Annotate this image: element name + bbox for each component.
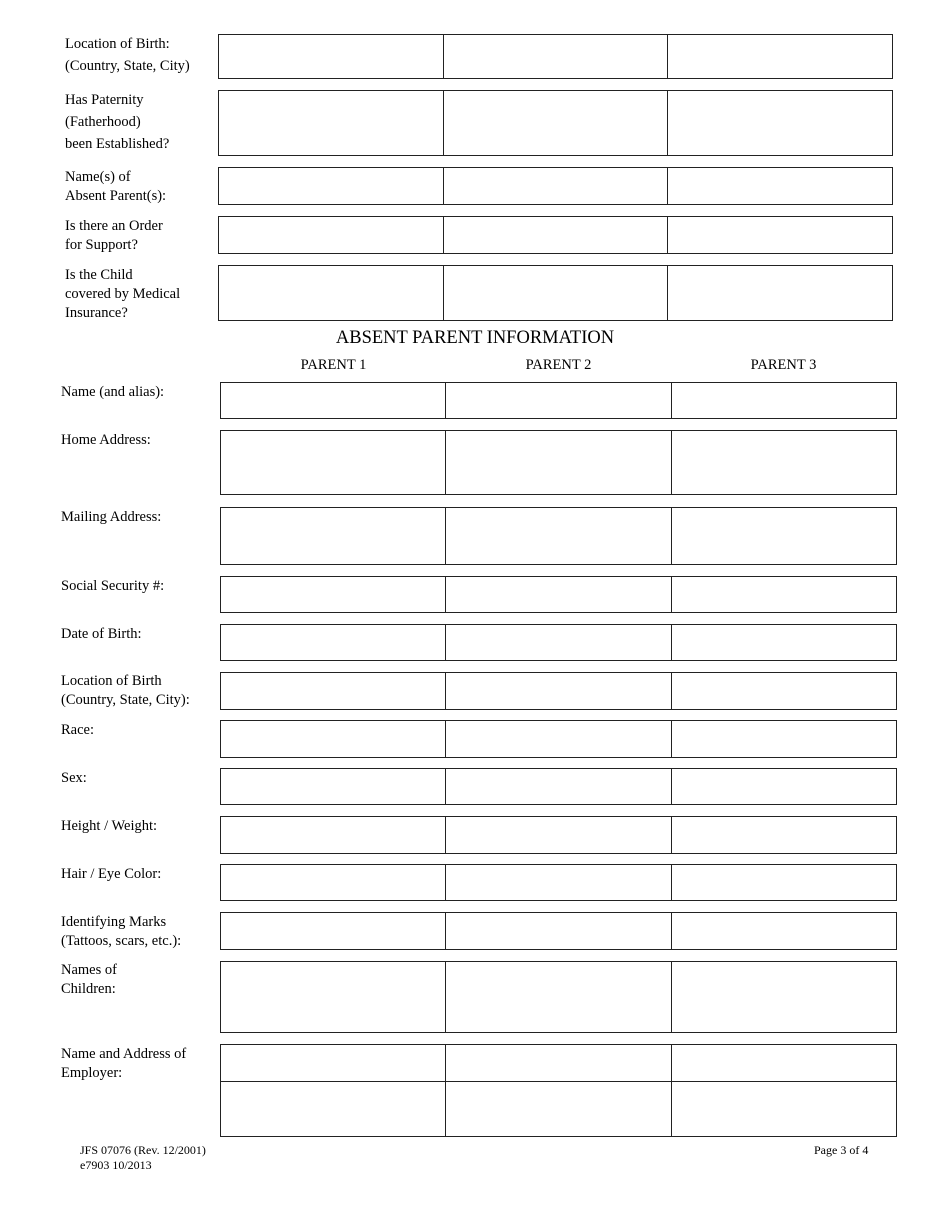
- input-parent-3-home-address[interactable]: [671, 430, 897, 495]
- input-child-2-order-support[interactable]: [443, 216, 669, 254]
- column-header-parent-3: PARENT 3: [750, 357, 817, 373]
- field-row-location-of-birth-parent: [220, 672, 897, 710]
- input-child-2-absent-parents[interactable]: [443, 167, 669, 205]
- field-row-name-alias: [220, 382, 897, 419]
- input-parent-1-location-of-birth[interactable]: [220, 672, 446, 710]
- field-row-location-of-birth: [218, 34, 893, 79]
- label-hair-eye-color: Hair / Eye Color:: [61, 866, 162, 882]
- input-parent-2-marks[interactable]: [445, 912, 671, 950]
- field-row-absent-parents-names: [218, 167, 893, 205]
- page-number: Page 3 of 4: [814, 1143, 869, 1157]
- label-identifying-marks: Identifying Marks (Tattoos, scars, etc.):: [61, 914, 182, 949]
- input-parent-3-employer-name[interactable]: [671, 1044, 897, 1082]
- input-parent-1-marks[interactable]: [220, 912, 446, 950]
- input-parent-3-hair-eye[interactable]: [671, 864, 897, 901]
- input-parent-3-ssn[interactable]: [671, 576, 897, 613]
- input-parent-3-location-of-birth[interactable]: [671, 672, 897, 710]
- field-row-sex: [220, 768, 897, 805]
- input-parent-1-race[interactable]: [220, 720, 446, 758]
- label-location-of-birth: Location of Birth: (Country, State, City): [65, 36, 190, 74]
- input-parent-2-employer-address[interactable]: [445, 1081, 671, 1137]
- input-parent-3-marks[interactable]: [671, 912, 897, 950]
- column-header-parent-2: PARENT 2: [525, 357, 592, 373]
- input-child-1-medical-insurance[interactable]: [218, 265, 444, 321]
- form-number: JFS 07076 (Rev. 12/2001) e7903 10/2013: [80, 1143, 206, 1172]
- input-parent-3-sex[interactable]: [671, 768, 897, 805]
- input-child-1-location-of-birth[interactable]: [218, 34, 444, 79]
- input-child-1-paternity[interactable]: [218, 90, 444, 156]
- input-parent-2-dob[interactable]: [445, 624, 671, 661]
- input-parent-1-sex[interactable]: [220, 768, 446, 805]
- input-parent-3-height-weight[interactable]: [671, 816, 897, 854]
- input-parent-2-ssn[interactable]: [445, 576, 671, 613]
- label-race: Race:: [61, 722, 95, 738]
- input-parent-2-hair-eye[interactable]: [445, 864, 671, 901]
- input-parent-1-name[interactable]: [220, 382, 446, 419]
- field-row-identifying-marks: [220, 912, 897, 950]
- label-employer: Name and Address of Employer:: [61, 1046, 187, 1081]
- field-row-paternity: [218, 90, 893, 156]
- input-parent-3-name[interactable]: [671, 382, 897, 419]
- label-social-security: Social Security #:: [61, 578, 165, 594]
- label-absent-parents-names: Name(s) of Absent Parent(s):: [65, 169, 167, 204]
- field-row-medical-insurance: [218, 265, 893, 321]
- input-parent-1-children[interactable]: [220, 961, 446, 1033]
- label-sex: Sex:: [61, 770, 87, 786]
- input-parent-2-name[interactable]: [445, 382, 671, 419]
- input-parent-3-employer-address[interactable]: [671, 1081, 897, 1137]
- input-parent-2-race[interactable]: [445, 720, 671, 758]
- input-child-3-absent-parents[interactable]: [667, 167, 893, 205]
- label-medical-insurance: Is the Child covered by Medical Insurance?: [65, 267, 181, 321]
- label-date-of-birth: Date of Birth:: [61, 626, 142, 642]
- input-parent-1-height-weight[interactable]: [220, 816, 446, 854]
- label-mailing-address: Mailing Address:: [61, 509, 162, 525]
- label-height-weight: Height / Weight:: [61, 818, 158, 834]
- employer-column-parent-1: [220, 1044, 446, 1137]
- field-row-date-of-birth: [220, 624, 897, 661]
- label-names-of-children: Names of Children:: [61, 962, 117, 997]
- input-parent-1-hair-eye[interactable]: [220, 864, 446, 901]
- input-parent-3-children[interactable]: [671, 961, 897, 1033]
- column-header-parent-1: PARENT 1: [300, 357, 367, 373]
- employer-column-parent-3: [671, 1044, 897, 1137]
- input-child-2-paternity[interactable]: [443, 90, 669, 156]
- label-location-of-birth-parent: Location of Birth (Country, State, City):: [61, 673, 190, 708]
- input-parent-2-children[interactable]: [445, 961, 671, 1033]
- input-parent-2-location-of-birth[interactable]: [445, 672, 671, 710]
- input-parent-3-dob[interactable]: [671, 624, 897, 661]
- input-parent-2-sex[interactable]: [445, 768, 671, 805]
- employer-column-parent-2: [445, 1044, 671, 1137]
- input-parent-1-dob[interactable]: [220, 624, 446, 661]
- input-child-1-order-support[interactable]: [218, 216, 444, 254]
- field-row-home-address: [220, 430, 897, 495]
- input-parent-1-employer-address[interactable]: [220, 1081, 446, 1137]
- input-parent-1-employer-name[interactable]: [220, 1044, 446, 1082]
- input-parent-3-race[interactable]: [671, 720, 897, 758]
- input-parent-2-employer-name[interactable]: [445, 1044, 671, 1082]
- section-title-absent-parent: ABSENT PARENT INFORMATION: [335, 328, 615, 348]
- input-parent-1-mailing-address[interactable]: [220, 507, 446, 565]
- input-child-3-paternity[interactable]: [667, 90, 893, 156]
- input-child-3-location-of-birth[interactable]: [667, 34, 893, 79]
- input-child-3-medical-insurance[interactable]: [667, 265, 893, 321]
- field-row-race: [220, 720, 897, 758]
- label-order-for-support: Is there an Order for Support?: [65, 218, 163, 253]
- label-name-alias: Name (and alias):: [61, 384, 165, 400]
- input-child-2-location-of-birth[interactable]: [443, 34, 669, 79]
- input-child-2-medical-insurance[interactable]: [443, 265, 669, 321]
- input-parent-3-mailing-address[interactable]: [671, 507, 897, 565]
- field-row-mailing-address: [220, 507, 897, 565]
- input-parent-2-home-address[interactable]: [445, 430, 671, 495]
- field-row-employer: [220, 1044, 897, 1137]
- field-row-order-for-support: [218, 216, 893, 254]
- input-parent-2-mailing-address[interactable]: [445, 507, 671, 565]
- field-row-hair-eye-color: [220, 864, 897, 901]
- field-row-height-weight: [220, 816, 897, 854]
- field-row-names-of-children: [220, 961, 897, 1033]
- field-row-social-security: [220, 576, 897, 613]
- label-home-address: Home Address:: [61, 432, 151, 448]
- input-child-1-absent-parents[interactable]: [218, 167, 444, 205]
- input-parent-2-height-weight[interactable]: [445, 816, 671, 854]
- input-parent-1-ssn[interactable]: [220, 576, 446, 613]
- label-paternity-established: Has Paternity (Fatherhood) been Established?: [65, 92, 170, 152]
- input-child-3-order-support[interactable]: [667, 216, 893, 254]
- input-parent-1-home-address[interactable]: [220, 430, 446, 495]
